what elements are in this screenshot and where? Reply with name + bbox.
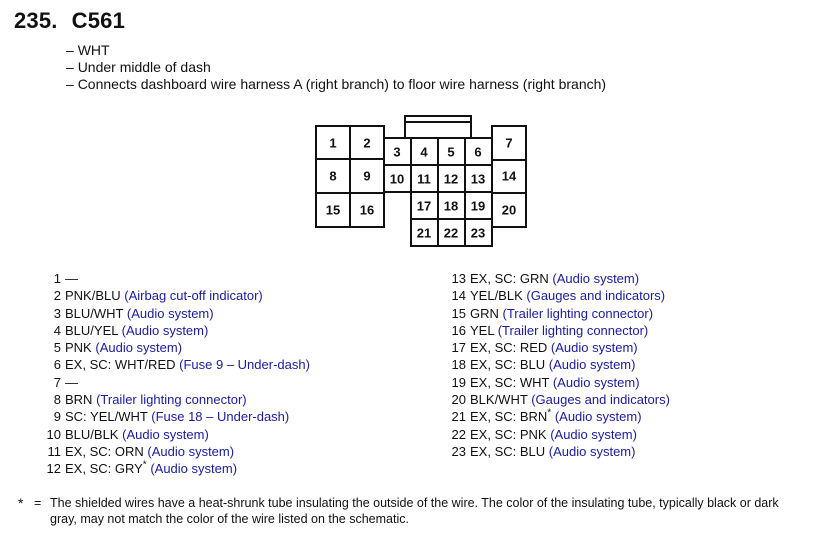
cell-label-9: 9: [363, 168, 371, 184]
pin-number: 16: [451, 322, 466, 338]
pin-row: [430, 408, 814, 425]
pin-number: 21: [451, 409, 466, 425]
connector-id: C561: [71, 8, 126, 33]
pin-row: [0, 305, 430, 322]
pin-number: 18: [451, 357, 466, 373]
pin-wire-color: EX, SC: BLU: [470, 443, 546, 459]
shielded-wire-marker: *: [547, 408, 552, 420]
pin-circuit: (Audio system): [548, 357, 636, 373]
cell-label-6: 6: [474, 144, 482, 160]
pin-row: [430, 287, 814, 304]
pin-wire-color: BLU/WHT: [65, 305, 124, 321]
pin-row: [430, 391, 814, 408]
cell-label-17: 17: [416, 198, 432, 214]
pin-row: [430, 270, 814, 287]
pin-circuit: (Audio system): [150, 461, 238, 477]
pin-row: [430, 443, 814, 460]
pin-number: 6: [53, 357, 61, 373]
pin-number: 7: [53, 374, 61, 390]
pin-number: 14: [451, 288, 466, 304]
cell-label-21: 21: [416, 225, 432, 241]
pin-circuit: (Trailer lighting connector): [96, 392, 247, 408]
cell-label-7: 7: [505, 135, 513, 151]
pin-circuit: (Gauges and indicators): [526, 288, 666, 304]
pin-circuit: (Airbag cut-off indicator): [124, 288, 263, 304]
cell-label-12: 12: [443, 171, 459, 187]
pin-wire-color: BLK/WHT: [470, 392, 528, 408]
pin-wire-color: BRN: [65, 392, 93, 408]
pin-circuit: (Fuse 9 – Under-dash): [179, 357, 310, 373]
pin-number: 1: [53, 271, 61, 286]
connector-key-tab: [405, 116, 471, 138]
pin-number: 15: [451, 305, 466, 321]
pin-row: [0, 287, 430, 304]
pin-circuit: (Gauges and indicators): [531, 392, 670, 408]
pin-number: 22: [451, 426, 466, 442]
cell-label-5: 5: [447, 144, 455, 160]
cell-label-8: 8: [329, 168, 337, 184]
cell-label-23: 23: [470, 225, 486, 241]
pin-circuit: (Audio system): [548, 443, 636, 459]
section-number: 235.: [14, 8, 58, 33]
pin-wire-color: EX, SC: GRY: [65, 461, 143, 477]
cell-label-18: 18: [443, 198, 459, 214]
pin-number: 20: [451, 392, 466, 408]
pin-wire-color: EX, SC: BRN: [470, 409, 548, 425]
pin-number: 4: [53, 322, 61, 338]
pin-row: [430, 322, 814, 339]
cell-label-10: 10: [389, 171, 405, 187]
pin-wire-color: SC: YEL/WHT: [65, 409, 148, 425]
cell-label-14: 14: [501, 168, 517, 184]
pin-circuit: (Audio system): [122, 426, 209, 442]
pin-row: [0, 374, 430, 391]
pin-wire-color: EX, SC: BLU: [470, 357, 546, 373]
pin-wire-color: EX, SC: WHT/RED: [65, 357, 176, 373]
pin-row: [0, 460, 430, 477]
pin-number: 9: [53, 409, 61, 425]
pin-row: [0, 408, 430, 425]
pin-circuit: (Audio system): [554, 409, 642, 425]
cell-label-11: 11: [417, 171, 431, 187]
pin-wire-color: YEL: [470, 322, 495, 338]
cell-label-15: 15: [325, 202, 341, 218]
pin-circuit: (Audio system): [552, 374, 640, 390]
connector-face-diagram: [0, 0, 814, 260]
pin-number: 23: [451, 443, 466, 459]
connector-description: – Connects dashboard wire harness A (right branch) to floor wire harness (right branch): [66, 76, 606, 93]
cell-label-22: 22: [443, 225, 459, 241]
footnote-equals: =: [34, 496, 42, 510]
cell-label-19: 19: [470, 198, 486, 214]
pin-circuit: (Audio system): [550, 426, 637, 442]
pin-row: [0, 356, 430, 373]
pin-wire-color: EX, SC: WHT: [470, 374, 550, 390]
pin-wire-color: BLU/BLK: [65, 426, 119, 442]
pin-number: 10: [46, 426, 61, 442]
pin-row: [430, 426, 814, 443]
pin-circuit: (Audio system): [550, 340, 638, 356]
pin-row: [430, 305, 814, 322]
pin-wire-color: —: [65, 374, 78, 390]
pin-circuit: (Audio system): [147, 443, 235, 459]
pin-row: [430, 374, 814, 391]
pin-number: 11: [47, 443, 61, 459]
pin-number: 2: [53, 288, 61, 304]
pin-wire-color: PNK: [65, 340, 92, 356]
pin-list-right: [430, 270, 814, 460]
pin-circuit: (Audio system): [126, 305, 214, 321]
pin-row: [0, 270, 430, 287]
pin-wire-color: GRN: [470, 305, 499, 321]
pin-circuit: (Trailer lighting connector): [497, 322, 649, 338]
pin-wire-color: BLU/YEL: [65, 322, 118, 338]
pin-wire-color: YEL/BLK: [470, 288, 523, 304]
pin-row: [0, 443, 430, 460]
pin-wire-color: EX, SC: GRN: [470, 271, 549, 286]
cell-label-4: 4: [420, 144, 428, 160]
cell-label-1: 1: [329, 135, 337, 151]
pin-number: 17: [451, 340, 466, 356]
pin-number: 5: [53, 340, 61, 356]
footnote-star: *: [18, 495, 24, 511]
pin-wire-color: EX, SC: PNK: [470, 426, 547, 442]
cell-label-3: 3: [393, 144, 401, 160]
pin-circuit: (Audio system): [95, 340, 183, 356]
pin-number: 13: [451, 271, 466, 286]
connector-location: – Under middle of dash: [66, 59, 606, 76]
pin-circuit: (Trailer lighting connector): [502, 305, 654, 321]
pin-row: [0, 426, 430, 443]
cell-label-2: 2: [363, 135, 371, 151]
cell-label-13: 13: [470, 171, 486, 187]
footnote: [18, 495, 808, 527]
pin-circuit: (Audio system): [552, 271, 640, 286]
pin-number: 19: [451, 374, 466, 390]
pin-circuit: (Audio system): [121, 322, 209, 338]
pin-wire-color: PNK/BLU: [65, 288, 121, 304]
pin-row: [430, 339, 814, 356]
pin-circuit: (Fuse 18 – Under-dash): [151, 409, 290, 425]
pin-row: [0, 322, 430, 339]
connector-color: – WHT: [66, 42, 606, 59]
pin-row: [0, 339, 430, 356]
pin-wire-color: —: [65, 271, 78, 286]
shielded-wire-marker: *: [142, 459, 147, 471]
pin-number: 8: [53, 392, 61, 408]
pin-wire-color: EX, SC: RED: [470, 340, 548, 356]
cell-label-20: 20: [501, 202, 517, 218]
pin-row: [0, 391, 430, 408]
pin-wire-color: EX, SC: ORN: [65, 443, 144, 459]
pin-list-left: [0, 270, 430, 478]
cell-label-16: 16: [359, 202, 375, 218]
pin-row: [430, 356, 814, 373]
pin-number: 3: [53, 305, 61, 321]
pin-number: 12: [46, 461, 61, 477]
footnote-text: The shielded wires have a heat-shrunk tube insulating the outside of the wire. The color of the insulating tube, typically black or dark gray, may not match the color of the wire listed on the schematic.: [50, 496, 779, 526]
